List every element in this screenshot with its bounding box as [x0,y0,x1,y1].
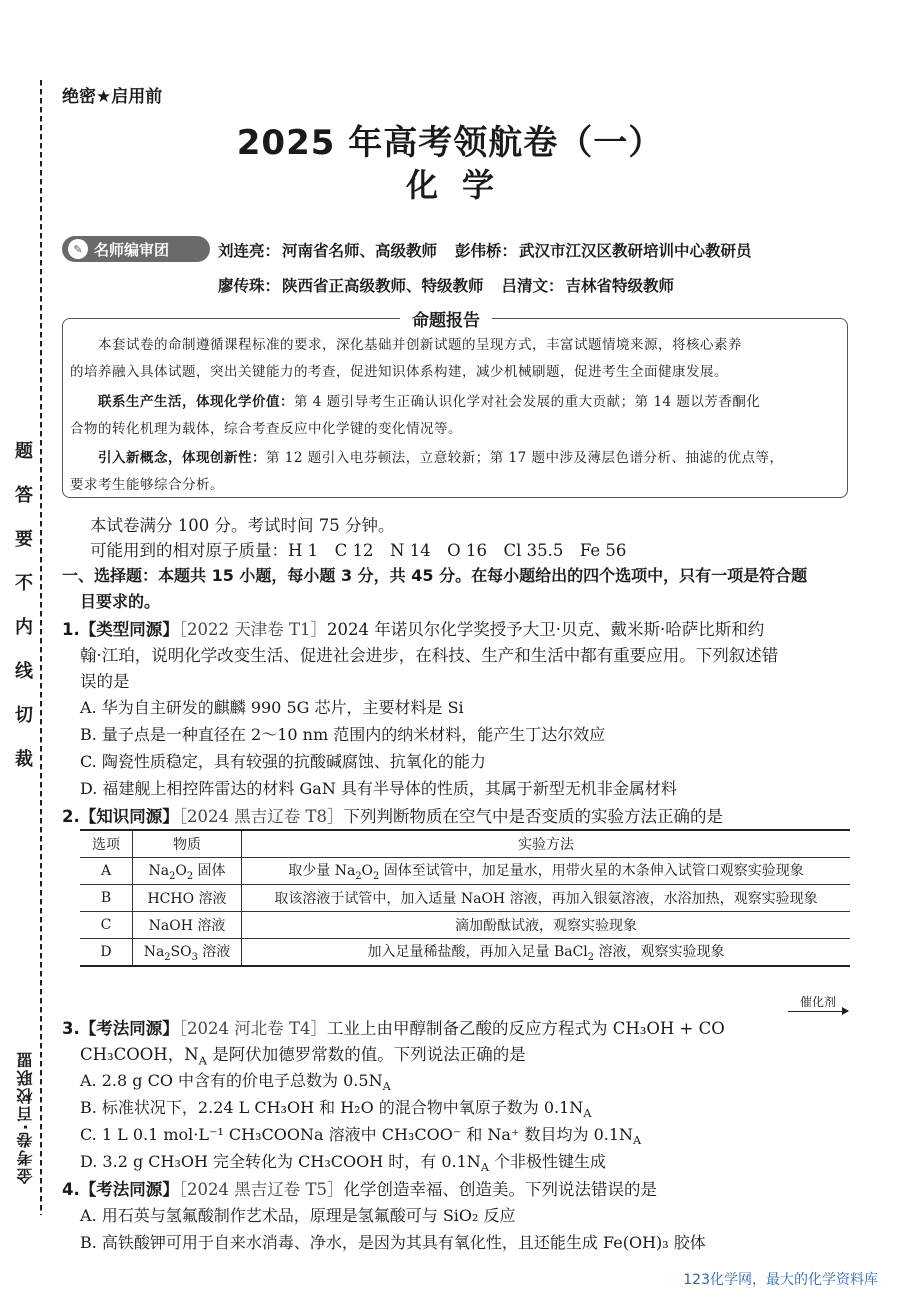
binding-char: 线 [15,661,33,682]
editor-desc: 陕西省正高级教师、特级教师 [282,277,484,295]
question-1-line1 [62,616,764,640]
table-row [80,939,850,967]
badge-label: 名师编审团 [94,240,170,259]
teacher-icon: ✎ [68,239,88,259]
catalyst-arrow [788,993,848,1012]
question-source: ［2024 黑吉辽卷 T5］ [178,1180,344,1199]
secret-label: 绝密★启用前 [62,87,163,107]
binding-char: 答 [15,485,33,506]
option-d: D. 福建舰上相控阵雷达的材料 GaN 具有半导体的性质，其属于新型无机非金属材料 [80,779,677,798]
option-a: A. 用石英与氢氟酸制作艺术品，原理是氢氟酸可与 SiO₂ 反应 [80,1206,516,1225]
cell-option: A [80,858,133,885]
cell-method: 滴加酚酞试液，观察实验现象 [242,912,851,939]
binding-char: 内 [15,617,33,638]
section-1-heading: 一、选择题：本题共 15 小题，每小题 3 分，共 45 分。在每小题给出的四个选项中，只有一项是符合题 [62,566,808,585]
question-text: 2024 年诺贝尔化学奖授予大卫·贝克、戴米斯·哈萨比斯和约 [326,620,765,639]
watermark: 123化学网，最大的化学资料库 [683,1272,878,1288]
binding-char: 裁 [15,749,33,770]
report-p2-text: 第 4 题引导考生正确认识化学对社会发展的重大贡献；第 14 题以芳香酮化 [294,394,761,410]
question-2-line1 [62,803,723,827]
option-b: B. 标准状况下，2.24 L CH₃OH 和 H₂O 的混合物中氧原子数为 $0.1N_A$ [80,1098,592,1121]
option-a: A. 2.8 g CO 中含有的价电子总数为 $0.5N_A$ [80,1071,391,1094]
question-1-line3: 误的是 [80,672,130,691]
question-1-line2: 翰·江珀，说明化学改变生活、促进社会进步，在科技、生产和生活中都有重要应用。下列叙述错 [80,646,779,665]
option-c: C. 陶瓷性质稳定，具有较强的抗酸碱腐蚀、抗氧化的能力 [80,752,486,771]
cell-substance: HCHO 溶液 [133,885,242,912]
option-b: B. 高铁酸钾可用于自来水消毒、净水，是因为其具有氧化性，且还能生成 Fe(OH)₃ 胶体 [80,1233,706,1252]
option-c: C. 1 L 0.1 mol·L⁻¹ CH₃COONa 溶液中 CH₃COO⁻ 和 Na⁺ 数目均为 $0.1N_A$ [80,1125,642,1148]
cell-substance: $Na_2SO_3$ 溶液 [133,939,242,967]
cell-substance: NaOH 溶液 [133,912,242,939]
binding-char: 切 [15,705,33,726]
report-title: 命题报告 [400,306,492,331]
table-row [80,912,850,939]
question-4-line1 [62,1176,657,1200]
editor-desc: 武汉市江汉区教研培训中心教研员 [519,242,752,260]
report-p1-line2: 的培养融入具体试题，突出关键能力的考查，促进知识体系构建，减少机械刷题，促进考生全面健康发展。 [70,364,728,380]
editor-row-2 [218,274,674,296]
question-number: 1. [62,620,80,639]
editor-name: 刘连亮： [218,242,281,260]
question-number: 3. [62,1019,80,1038]
table-header: 实验方法 [242,830,851,858]
atomic-masses: 可能用到的相对原子质量：H 1 C 12 N 14 O 16 Cl 35.5 Fe 56 [90,541,627,560]
option-a: A. 华为自主研发的麒麟 990 5G 芯片，主要材料是 Si [80,698,464,717]
binding-char: 不 [15,573,33,594]
question-3-line2: CH₃COOH，$N_A$ 是阿伏加德罗常数的值。下列说法正确的是 [80,1045,526,1068]
binding-text [12,430,36,782]
question-tag: 【考法同源】 [79,1019,179,1038]
binding-dashed-line [40,80,42,1215]
report-p2-line2: 合物的转化机理为载体，综合考查反应中化学键的变化情况等。 [70,421,462,437]
table-header-row [80,830,850,858]
section-1-heading-cont: 目要求的。 [80,592,161,611]
question-text: 下列判断物质在空气中是否变质的实验方法正确的是 [343,807,723,826]
report-p1-line1: 本套试卷的命制遵循课程标准的要求，深化基础并创新试题的呈现方式，丰富试题情境来源，将核心素养 [98,337,742,353]
question-number: 2. [62,807,80,826]
reaction-arrow [788,1011,848,1012]
cell-option: B [80,885,133,912]
table-row [80,858,850,885]
report-p3-text: 第 12 题引入电芬顿法，立意较新；第 17 题中涉及薄层色谱分析、抽滤的优点等， [266,450,784,466]
page-title: 2025 年高考领航卷（一） [236,123,664,163]
score-info: 本试卷满分 100 分。考试时间 75 分钟。 [90,516,395,535]
question-text: 工业上由甲醇制备乙酸的反应方程式为 CH₃OH + CO [326,1019,725,1038]
table-header: 物质 [133,830,242,858]
cell-method: 取该溶液于试管中，加入适量 NaOH 溶液，再加入银氨溶液，水浴加热，观察实验现象 [242,885,851,912]
report-p3-lead: 引入新概念，体现创新性： [98,450,266,466]
report-p3-line2: 要求考生能够综合分析。 [70,477,224,493]
cell-option: D [80,939,133,967]
editor-name: 吕清文： [501,277,564,295]
binding-char: 题 [15,441,33,462]
question-source: ［2024 河北卷 T4］ [178,1019,327,1038]
cell-method: 加入足量稀盐酸，再加入足量 BaCl$_2$ 溶液，观察实验现象 [242,939,851,967]
question-source: ［2022 天津卷 T1］ [178,620,327,639]
cell-substance: $Na_2O_2$ 固体 [133,858,242,885]
question-tag: 【知识同源】 [79,807,179,826]
report-p3-line1 [70,445,840,472]
editor-row-1 [218,239,752,261]
editor-desc: 河南省名师、高级教师 [282,242,438,260]
question-tag: 【考法同源】 [79,1180,179,1199]
cell-option: C [80,912,133,939]
cell-method: 取少量 $Na_2O_2$ 固体至试管中，加足量水，用带火星的木条伸入试管口观察实验现象 [242,858,851,885]
editor-name: 廖传珠： [218,277,281,295]
question-3-line1 [62,1015,725,1039]
table-header: 选项 [80,830,133,858]
binding-char: 要 [15,529,33,550]
table-row [80,885,850,912]
question-source: ［2024 黑吉辽卷 T8］ [178,807,344,826]
option-d: D. 3.2 g CH₃OH 完全转化为 CH₃COOH 时，有 $0.1N_A$ 个非极性键生成 [80,1152,606,1175]
catalyst-label: 催化剂 [799,995,836,1009]
alliance-label: 金考卷·百校联盟 [16,1050,35,1185]
experiment-table [80,829,850,967]
editor-name: 彭伟桥： [455,242,518,260]
question-number: 4. [62,1180,80,1199]
option-b: B. 量子点是一种直径在 2～10 nm 范围内的纳米材料，能产生丁达尔效应 [80,725,606,744]
subject-title: 化学 [405,166,518,204]
editor-desc: 吉林省特级教师 [565,277,675,295]
report-p2-line1 [70,389,840,416]
question-tag: 【类型同源】 [79,620,179,639]
question-text: 化学创造幸福、创造美。下列说法错误的是 [343,1180,657,1199]
report-p2-lead: 联系生产生活，体现化学价值： [98,394,294,410]
editor-badge [62,236,210,262]
